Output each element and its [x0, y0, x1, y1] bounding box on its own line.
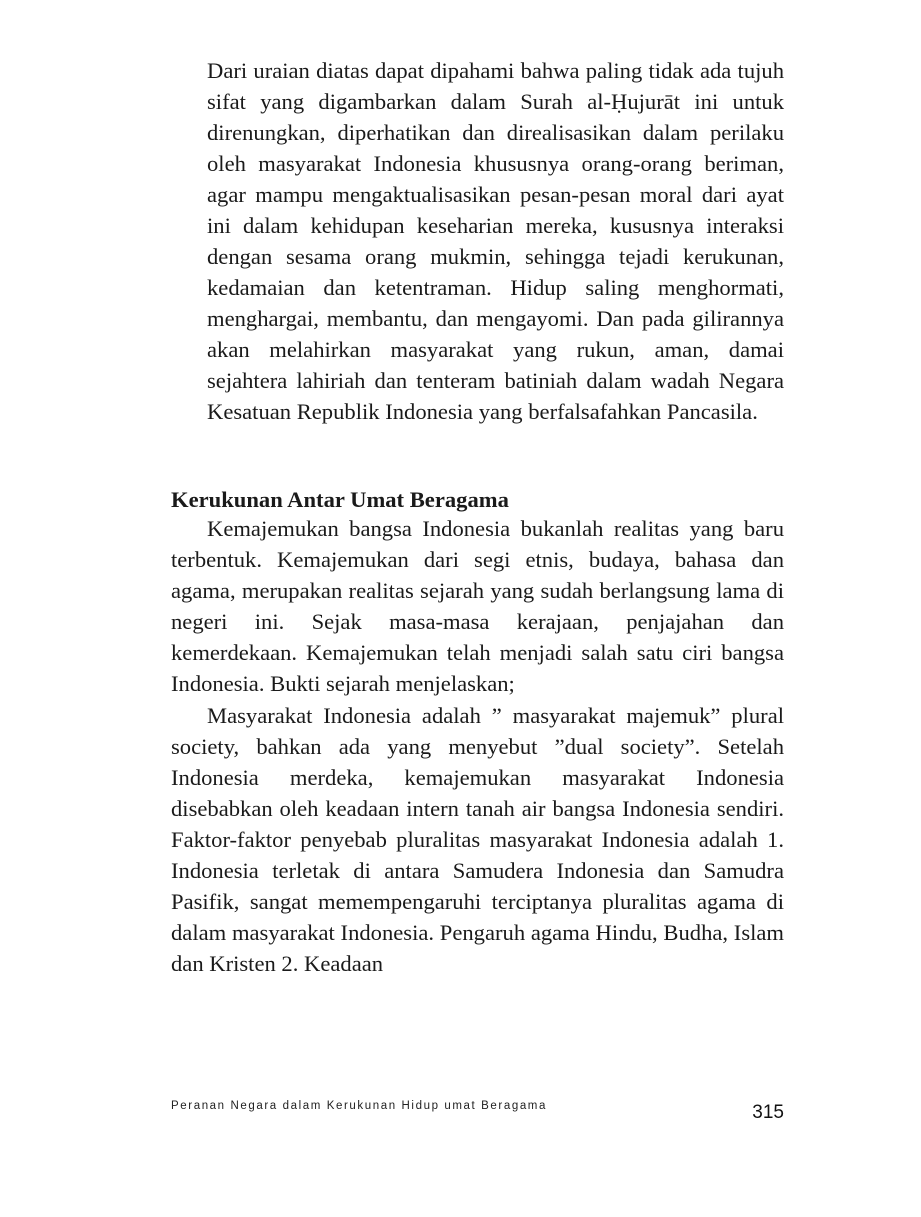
- section-heading: Kerukunan Antar Umat Beragama: [171, 487, 509, 512]
- intro-paragraph: Dari uraian diatas dapat dipahami bahwa paling tidak ada tujuh sifat yang digambarkan dalam Surah al-Ḥujurāt ini untuk direnungkan, diperhatikan dan direalisasikan dalam perilaku oleh masyarakat Indonesia khususnya orang-orang beriman, agar mampu mengaktualisasikan pesan-pesan moral dari ayat ini dalam kehidupan keseharian mereka, kususnya interaksi dengan sesama orang mukmin, sehingga tejadi kerukunan, kedamaian dan ketentraman. Hidup saling menghormati, menghargai, membantu, dan mengayomi. Dan pada gilirannya akan melahirkan masyarakat yang rukun, aman, damai sejahtera lahiriah dan tenteram batiniah dalam wadah Negara Kesatuan Republik Indonesia yang berfalsafahkan Pancasila.: [207, 58, 784, 424]
- masyarakat-paragraph: Masyarakat Indonesia adalah ” masyarakat majemuk” plural society, bahkan ada yang menyebut ”dual society”. Setelah Indonesia merdeka, kemajemukan masyarakat Indonesia disebabkan oleh keadaan intern tanah air bangsa Indonesia sendiri. Faktor-faktor penyebab pluralitas masyarakat Indonesia adalah 1. Indonesia terletak di antara Samudera Indonesia dan Samudra Pasifik, sangat memempengaruhi terciptanya pluralitas agama di dalam masyarakat Indonesia. Pengaruh agama Hindu, Budha, Islam dan Kristen 2. Keadaan: [171, 703, 784, 976]
- page-number: 315: [752, 1102, 784, 1123]
- kemajemukan-paragraph: Kemajemukan bangsa Indonesia bukanlah realitas yang baru terbentuk. Kemajemukan dari segi etnis, budaya, bahasa dan agama, merupakan realitas sejarah yang sudah berlangsung lama di negeri ini. Sejak masa-masa kerajaan, penjajahan dan kemerdekaan. Kemajemukan telah menjadi salah satu ciri bangsa Indonesia. Bukti sejarah menjelaskan;: [171, 516, 784, 696]
- running-footer-title: Peranan Negara dalam Kerukunan Hidup umat Beragama: [171, 1100, 547, 1112]
